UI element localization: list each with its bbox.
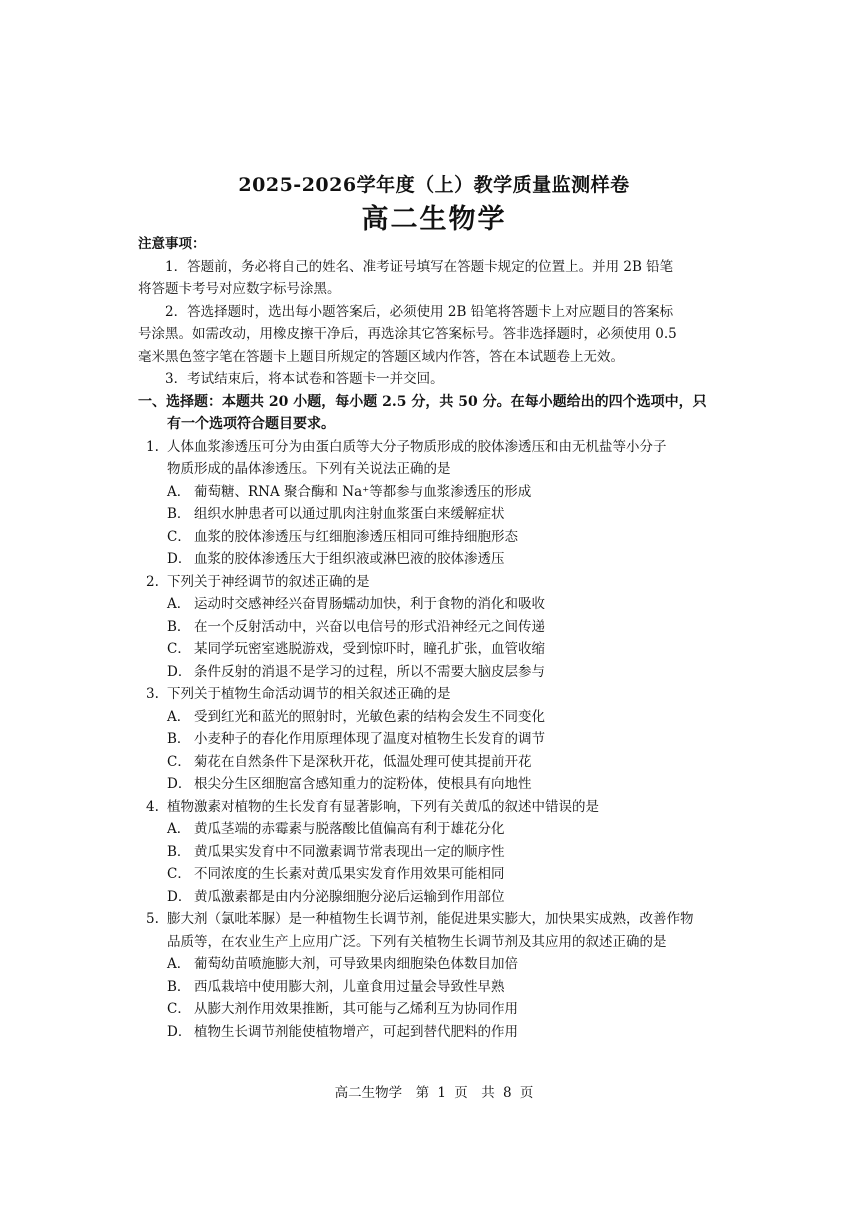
option-text: 条件反射的消退不是学习的过程，所以不需要大脑皮层参与 bbox=[194, 663, 545, 680]
question-number: 2. bbox=[146, 573, 159, 590]
option-key: A． bbox=[167, 821, 191, 837]
option-a bbox=[138, 593, 738, 616]
option-c bbox=[138, 863, 738, 886]
option-b bbox=[138, 616, 738, 639]
option-text: 葡萄幼苗喷施膨大剂，可导致果肉细胞染色体数目加倍 bbox=[194, 956, 518, 972]
option-text: 黄瓜果实发育中不同激素调节常表现出一定的顺序性 bbox=[194, 843, 505, 860]
question-stem bbox=[138, 436, 738, 459]
option-a bbox=[138, 953, 738, 976]
option-key: A． bbox=[167, 956, 191, 972]
option-d bbox=[138, 773, 738, 796]
option-text: 组织水肿患者可以通过肌肉注射血浆蛋白来缓解症状 bbox=[194, 506, 505, 522]
option-text: 菊花在自然条件下是深秋开花，低温处理可使其提前开花 bbox=[194, 753, 532, 770]
option-c bbox=[138, 526, 738, 549]
question-number: 4. bbox=[146, 798, 159, 815]
option-key: C． bbox=[167, 1001, 191, 1017]
question-number: 3. bbox=[146, 686, 159, 702]
option-d bbox=[138, 661, 738, 684]
option-c bbox=[138, 638, 738, 661]
option-key: C． bbox=[167, 528, 191, 545]
notice-line: 2．答选择题时，选出每小题答案后，必须使用 2B 铅笔将答题卡上对应题目的答案标 bbox=[165, 303, 674, 320]
exam-content bbox=[138, 233, 738, 1043]
option-key: D． bbox=[167, 1023, 192, 1040]
option-key: A． bbox=[167, 708, 191, 725]
question-number: 1. bbox=[146, 438, 159, 455]
option-c bbox=[138, 751, 738, 774]
option-key: C． bbox=[167, 641, 191, 657]
option-key: B． bbox=[167, 731, 191, 747]
option-d bbox=[138, 1021, 738, 1044]
option-text: 根尖分生区细胞富含感知重力的淀粉体，使根具有向地性 bbox=[194, 776, 532, 792]
question-text: 下列关于植物生命活动调节的相关叙述正确的是 bbox=[167, 686, 451, 702]
question-text-cont: 物质形成的晶体渗透压。下列有关说法正确的是 bbox=[167, 461, 451, 477]
exam-title: 2025-2026学年度（上）教学质量监测样卷 bbox=[238, 174, 630, 196]
option-key: D． bbox=[167, 776, 192, 792]
question-text: 植物激素对植物的生长发育有显著影响，下列有关黄瓜的叙述中错误的是 bbox=[167, 798, 599, 815]
option-key: B． bbox=[167, 843, 191, 860]
option-c bbox=[138, 998, 738, 1021]
option-d bbox=[138, 548, 738, 571]
option-key: A． bbox=[167, 483, 191, 500]
section-heading: 一、选择题：本题共 20 小题，每小题 2.5 分，共 50 分。在每小题给出的四个选项中，只 bbox=[138, 393, 707, 410]
option-key: D． bbox=[167, 551, 192, 567]
option-key: C． bbox=[167, 753, 191, 770]
notice-line: 号涂黑。如需改动，用橡皮擦干净后，再选涂其它答案标号。答非选择题时，必须使用 0.5 bbox=[138, 326, 677, 342]
option-text: 某同学玩密室逃脱游戏，受到惊吓时，瞳孔扩张，血管收缩 bbox=[194, 641, 545, 657]
option-key: B． bbox=[167, 978, 191, 995]
question-text: 膨大剂（氯吡苯脲）是一种植物生长调节剂，能促进果实膨大，加快果实成熟，改善作物 bbox=[167, 911, 694, 927]
option-text: 从膨大剂作用效果推断，其可能与乙烯利互为协同作用 bbox=[194, 1001, 518, 1017]
question-text: 人体血浆渗透压可分为由蛋白质等大分子物质形成的胶体渗透压和由无机盐等小分子 bbox=[167, 438, 667, 455]
question-text: 下列关于神经调节的叙述正确的是 bbox=[167, 573, 370, 590]
question-stem bbox=[138, 796, 738, 819]
option-text: 血浆的胶体渗透压大于组织液或淋巴液的胶体渗透压 bbox=[194, 551, 505, 567]
option-key: D． bbox=[167, 663, 192, 680]
option-key: D． bbox=[167, 888, 192, 905]
notice-heading: 注意事项： bbox=[138, 236, 206, 252]
option-text: 不同浓度的生长素对黄瓜果实发育作用效果可能相同 bbox=[194, 866, 505, 882]
option-text: 小麦种子的春化作用原理体现了温度对植物生长发育的调节 bbox=[194, 731, 545, 747]
section-heading-cont: 有一个选项符合题目要求。 bbox=[167, 416, 335, 432]
page-footer: 高二生物学 第 1 页 共 8 页 bbox=[334, 1085, 534, 1101]
option-key: B． bbox=[167, 506, 191, 522]
notice-line: 毫米黑色签字笔在答题卡上题目所规定的答题区域内作答，答在本试题卷上无效。 bbox=[138, 348, 624, 365]
notice-line: 3．考试结束后，将本试卷和答题卡一并交回。 bbox=[165, 371, 444, 387]
question-stem bbox=[138, 908, 738, 931]
option-b bbox=[138, 841, 738, 864]
option-text: 黄瓜茎端的赤霉素与脱落酸比值偏高有利于雄花分化 bbox=[194, 821, 505, 837]
option-d bbox=[138, 886, 738, 909]
option-a bbox=[138, 818, 738, 841]
option-b bbox=[138, 503, 738, 526]
question-text-cont: 品质等，在农业生产上应用广泛。下列有关植物生长调节剂及其应用的叙述正确的是 bbox=[167, 933, 667, 950]
option-text: 在一个反射活动中，兴奋以电信号的形式沿神经元之间传递 bbox=[194, 618, 545, 635]
option-key: A． bbox=[167, 596, 191, 612]
option-b bbox=[138, 976, 738, 999]
option-text: 植物生长调节剂能使植物增产，可起到替代肥料的作用 bbox=[194, 1023, 518, 1040]
option-text: 西瓜栽培中使用膨大剂，儿童食用过量会导致性早熟 bbox=[194, 978, 505, 995]
option-text: 血浆的胶体渗透压与红细胞渗透压相同可维持细胞形态 bbox=[194, 528, 518, 545]
option-b bbox=[138, 728, 738, 751]
option-text: 葡萄糖、RNA 聚合酶和 Na⁺等都参与血浆渗透压的形成 bbox=[194, 483, 532, 500]
option-a bbox=[138, 481, 738, 504]
notice-line: 将答题卡考号对应数字标号涂黑。 bbox=[138, 281, 341, 297]
question-stem bbox=[138, 571, 738, 594]
option-text: 黄瓜激素都是由内分泌腺细胞分泌后运输到作用部位 bbox=[194, 888, 505, 905]
option-text: 受到红光和蓝光的照射时，光敏色素的结构会发生不同变化 bbox=[194, 708, 545, 725]
option-text: 运动时交感神经兴奋胃肠蠕动加快，利于食物的消化和吸收 bbox=[194, 596, 545, 612]
subject-title: 高二生物学 bbox=[361, 204, 507, 235]
question-stem bbox=[138, 683, 738, 706]
option-key: C． bbox=[167, 866, 191, 882]
question-number: 5. bbox=[146, 911, 159, 927]
option-key: B． bbox=[167, 618, 191, 635]
option-a bbox=[138, 706, 738, 729]
notice-line: 1．答题前，务必将自己的姓名、准考证号填写在答题卡规定的位置上。并用 2B 铅笔 bbox=[165, 258, 674, 275]
